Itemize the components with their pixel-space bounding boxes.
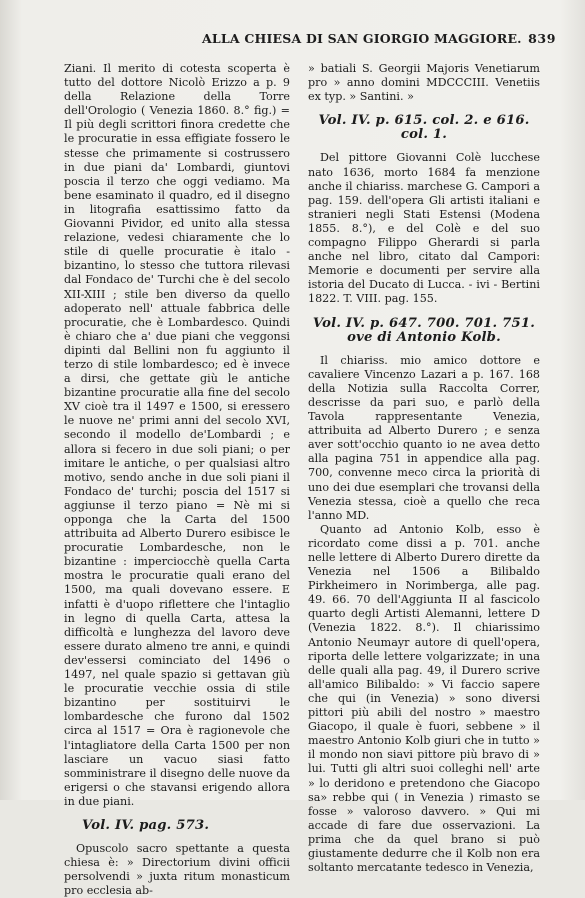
left-section-heading: Vol. IV. pag. 573. — [82, 817, 210, 833]
right-paragraph-1: » batiali S. Georgii Majoris Venetiarum pro » anno domini MDCCCIII. Venetiis ex typ. » Santini. » — [308, 62, 540, 104]
right-paragraph-3: Il chiariss. mio amico dottore e cavaliere Vincenzo Lazari a p. 167. 168 della Notizia sulla Raccolta Correr, descrisse da pari suo, e parlò della Tavola rappresentante Venezia, attribuita ad Alberto Durero ; e senza aver sott'occhio quanto io ne avea detto alla pagina 751 in appendice alla pag. 700, convenne meco circa la priorità di uno dei due esemplari che trovansi della Venezia stessa, cioè a quello che reca l'anno MD. — [308, 353, 540, 522]
right-section-heading-2: Vol. IV. p. 647. 700. 701. 751. ove di Antonio Kolb. — [312, 315, 536, 345]
running-header — [62, 31, 562, 51]
page-number: 839 — [528, 31, 556, 46]
left-column — [64, 62, 290, 898]
right-paragraph-4: Quanto ad Antonio Kolb, esso è ricordato come dissi a p. 701. anche nelle lettere di Alberto Durero dirette da Venezia nel 1506 a Bilibaldo Pirkheimero in Norimberga, alle pag. 49. 66. 70 dell'Aggiunta II al fascicolo quarto degli Artisti Alemanni, lettere D (Venezia 1822. 8.°). Il chiarissimo Antonio Neumayr autore di quell'opera, riporta delle lettere volgarizzate; in una delle quali alla pag. 49, il Durero scrive all'amico Bilibaldo: » Vi faccio sapere che qui (in Venezia) » sono diversi pittori più abili del nostro » maestro Giacopo, il quale è fuori, sebbene » il maestro Antonio Kolb giuri che in tutto » il mondo non siavi pittore più bravo di » lui. Tutti gli altri suoi colleghi nell' arte » lo deridono e pretendono che Giacopo sa» rebbe qui ( in Venezia ) rimasto se fosse » valoroso davvero. » Qui mi accade di fare due osservazioni. La prima che da quel brano si può giustamente dedurre che il Kolb non era soltanto mercatante tedesco in Venezia, — [308, 522, 540, 875]
left-paragraph-1: Ziani. Il merito di cotesta scoperta è tutto del dottore Nicolò Erizzo a p. 9 della Relazione della Torre dell'Orologio ( Venezia 1860. 8.° fig.) = Il più degli scrittori finora credette che le procuratie in essa effigiate fossero le stesse che primamente si costrussero in due piani da' Lombardi, giuntovi poscia il terzo che oggi vediamo. Ma bene esaminato il quadro, ed il disegno in litografia esattissimo fatto da Giovanni Pividor, ed unito alla stessa relazione, vedesi chiaramente che lo stile di quelle procuratie è italo - bizantino, lo stesso che tuttora rilevasi dal Fondaco de' Turchi che è del secolo XII-XIII ; stile ben diverso da quello adoperato nell' attuale fabbrica delle procuratie, che è Lombardesco. Quindi è chiaro che a' due piani che veggonsi dipinti dal Bellini non fu aggiunto il terzo di stile lombardesco; ed è invece a dirsi, che gettate giù le antiche bizantine procuratie alla fine del secolo XV cioè tra il 1497 e 1500, si eressero le nuove ne' primi anni del secolo XVI, secondo il modello de'Lombardi ; e allora si fecero in due soli piani; o per imitare le antiche, o per qualsiasi altro motivo, sendo anche in due soli piani il Fondaco de' turchi; poscia del 1517 si aggiunse il terzo piano = Nè mi si opponga che la Carta del 1500 attribuita ad Alberto Durero esibisce le procuratie Lombardesche, non le bizantine : imperciocchè quella Carta mostra le procuratie quali erano del 1500, ma quali dovevano essere. E infatti è d'uopo riflettere che l'intaglio in legno di quella Carta, attesa la difficoltà e lunghezza del lavoro deve essere durato almeno tre anni, e quindi dev'essersi cominciato del 1496 o 1497, nel quale spazio si gettavan giù le procuratie vecchie ossia di stile bizantino per sostituirvi le lombardesche che furono dal 1502 circa al 1517 = Ora è ragionevole che l'intagliatore della Carta 1500 per non lasciare un vacuo siasi fatto somministrare il disegno delle nuove da erigersi o che stavansi erigendo allora in due piani. — [64, 62, 290, 808]
running-title: ALLA CHIESA DI SAN GIORGIO MAGGIORE. — [202, 31, 522, 46]
right-paragraph-2: Del pittore Giovanni Colè lucchese nato 1636, morto 1684 fa menzione anche il chiariss. marchese G. Campori a pag. 159. dell'opera Gli artisti italiani e stranieri negli Stati Estensi (Modena 1855. 8.°), e del Colè e del suo compagno Filippo Gherardi si parla anche nel libro, citato dal Campori: Memorie e documenti per servire alla istoria del Ducato di Lucca. - ivi - Bertini 1822. T. VIII. pag. 155. — [308, 151, 540, 306]
left-paragraph-2: Opuscolo sacro spettante a questa chiesa è: » Directorium divini officii persolvendi » juxta ritum monasticum pro ecclesia ab- — [64, 842, 290, 898]
right-section-heading-1: Vol. IV. p. 615. col. 2. e 616. col. 1. — [318, 113, 530, 143]
right-column — [308, 62, 540, 875]
